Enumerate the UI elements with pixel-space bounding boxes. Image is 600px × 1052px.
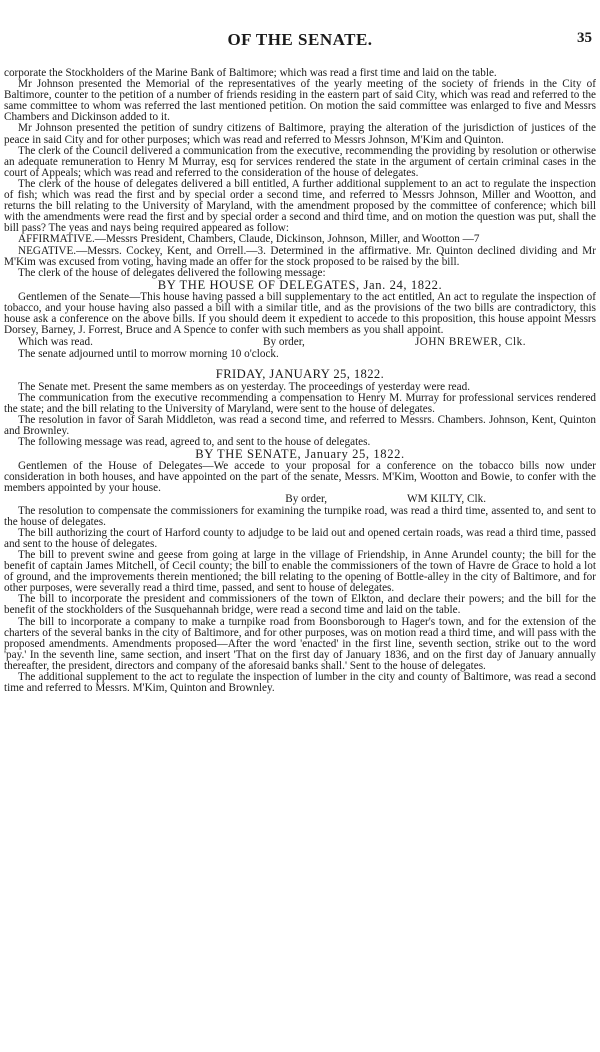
paragraph: The bill to prevent swine and geese from going at large in the village of Friendship, in Anne Arundel county; the bill for the benefit of captain James Mitchell, of Cecil county; the bill to enable the commissioners of the town of Havre de Grace to hold a lot of ground, and the improvements therein mentioned; the bill relating to the opening of Bottle-alley in the city of Baltimore, and for other purposes, were severally read a third time, passed, and sent to house of delegates. xyxy=(4,548,596,595)
signature-line xyxy=(4,337,596,348)
message-heading: BY THE SENATE, January 25, 1822. xyxy=(195,447,405,462)
journal-body xyxy=(4,68,596,694)
message-body: Gentlemen of the House of Delegates—We accede to your proposal for a conference on the tobacco bills now under consideration in both houses, and have appointed on the part of the senate, Messrs. M'Kim, Wootton and Bowie, to confer with the members appointed by your house. xyxy=(4,460,596,495)
date-heading: FRIDAY, JANUARY 25, 1822. xyxy=(215,367,385,382)
paragraph: The resolution to compensate the commissioners for examining the turnpike road, was read a third time, assented to, and sent to the house of delegates. xyxy=(4,504,596,528)
vote-affirmative: AFFIRMATIVE.—Messrs President, Chambers, Claude, Dickinson, Johnson, Miller, and Wootton —7 xyxy=(18,233,480,246)
paragraph: The following message was read, agreed to, and sent to the house of delegates. xyxy=(18,436,371,448)
paragraph: The communication from the executive recommending a compensation to Henry M. Murray for professional services rendered the state; and the bill relating to the University of Maryland, were sent to the house of delegates. xyxy=(4,391,596,415)
paragraph: Mr Johnson presented the petition of sundry citizens of Baltimore, praying the alteration of the jurisdiction of justices of the peace in said City and for other purposes; which was read and referred to Messrs Johnson, M'Kim and Quinton. xyxy=(4,122,596,146)
paragraph: The bill to incorporate the president and commissioners of the town of Elkton, and declare their powers; and the bill for the benefit of the stockholders of the Susquehannah bridge, were read a second time and laid on the table. xyxy=(4,593,596,617)
message-heading: BY THE HOUSE OF DELEGATES, Jan. 24, 1822. xyxy=(157,277,443,292)
clerk-signature: WM KILTY, Clk. xyxy=(407,493,486,506)
vote-negative: NEGATIVE.—Messrs. Cockey, Kent, and Orrell.—3. Determined in the affirmative. Mr. Quinton declined dividing and Mr M'Kim was excused from voting, having made an offer for the stock proposed to be raised by the bill. xyxy=(4,244,596,268)
page-title: OF THE SENATE. xyxy=(227,30,373,49)
paragraph: The bill authorizing the court of Harford county to adjudge to be laid out and opened certain roads, was read a third time, passed and sent to the house of delegates. xyxy=(4,526,596,550)
paragraph: The senate adjourned until to morrow morning 10 o'clock. xyxy=(18,348,279,361)
paragraph: The clerk of the Council delivered a communication from the executive, recommending the providing by resolution or otherwise an adequate remuneration to Henry M Murray, esq for services rendered the state in the argument of certain criminal cases in the court of Appeals; which was read and referred to the consideration of the house of delegates. xyxy=(4,144,596,179)
running-head xyxy=(4,30,596,52)
paragraph: The bill to incorporate a company to make a turnpike road from Boonsborough to Hager's town, and for the extension of the charters of the several banks in the city of Baltimore, and for other purposes, was on motion read a third time, and will pass with the proposed amendments. Amendments proposed—After the word 'enacted' in the first line, seventh section, strike out to the word 'pay.' In the seventh line, same section, and insert 'That on the first day of January 1836, and on the first day of January annually thereafter, the president, directors and company of the aforesaid banks shall.' Sent to the house of delegates. xyxy=(4,615,596,672)
message-body: Gentlemen of the Senate—This house having passed a bill supplementary to the act entitled, An act to regulate the inspection of tobacco, and your house having also passed a bill with a similar title, and as the provisions of the two bills are contradictory, this house ask a conference on the above bills. If you should deem it expedient to accede to this proposition, this house appoint Messrs Dorsey, Barney, J. Forrest, Bruce and A Spence to confer with such members as you shall appoint. xyxy=(4,290,596,337)
paragraph: The Senate met. Present the same members as on yesterday. The proceedings of yesterday were read. xyxy=(18,380,470,393)
page-number: 35 xyxy=(577,30,592,46)
paragraph: Mr Johnson presented the Memorial of the representatives of the yearly meeting of the society of friends in the City of Baltimore, counter to the petition of a number of friends residing in the eastern part of said City, which was read and referred to the same committee to whom was referred the last mentioned petition. On motion the said committee was enlarged to five and Messrs Chambers and Dickinson added to it. xyxy=(4,78,596,124)
signature-line xyxy=(4,494,596,505)
clerk-signature: JOHN BREWER, Clk. xyxy=(414,336,526,349)
paragraph: The additional supplement to the act to regulate the inspection of lumber in the city and county of Baltimore, was read a second time and referred to Messrs. M'Kim, Quinton and Brownley. xyxy=(4,670,596,695)
by-order: By order, xyxy=(263,336,305,349)
which-was-read: Which was read. xyxy=(18,336,93,349)
document-page xyxy=(4,30,596,1048)
paragraph: corporate the Stockholders of the Marine Bank of Baltimore; which was read a first time and laid on the table. xyxy=(4,67,497,79)
by-order: By order, xyxy=(285,493,328,506)
paragraph: The clerk of the house of delegates delivered a bill entitled, A further additional supplement to an act to regulate the inspection of fish; which was read the first and by special order a second time, and referred to Messrs Johnson, Miller and Wootton, and returns the bill relating to the University of Maryland, with the amendment proposed by the committee of conference; which bill with the amendments were read the first and by special order a second and third time, and on motion the question was put, shall the bill pass? The yeas and nays being required appeared as follow: xyxy=(4,177,596,235)
paragraph: The resolution in favor of Sarah Middleton, was read a second time, and referred to Messrs. Chambers. Johnson, Kent, Quinton and Brownley. xyxy=(4,413,596,437)
paragraph: The clerk of the house of delegates delivered the following message: xyxy=(18,266,326,279)
